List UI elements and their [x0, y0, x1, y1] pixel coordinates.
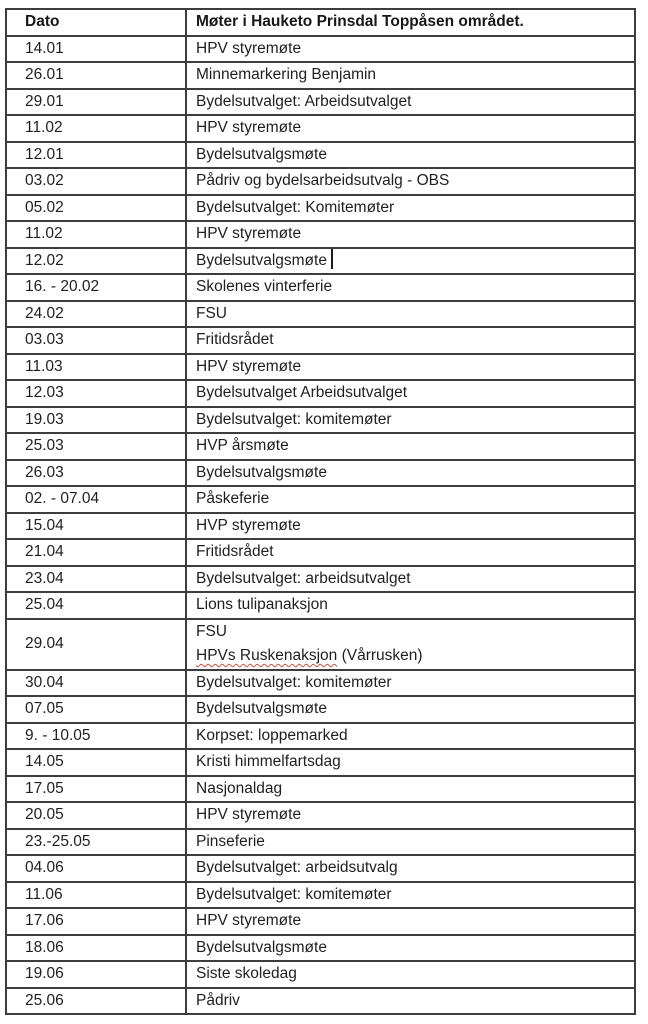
- table-row: [6, 539, 635, 566]
- table-row: [6, 142, 635, 169]
- event-cell[interactable]: [186, 486, 635, 513]
- event-cell[interactable]: [186, 723, 635, 750]
- date-cell[interactable]: 12.01: [6, 142, 186, 169]
- table-row: [6, 749, 635, 776]
- event-text: Pådriv og bydelsarbeidsutvalg - OBS: [196, 172, 450, 189]
- event-text-continued: (Vårrusken): [337, 647, 423, 664]
- header-moter[interactable]: Møter i Hauketo Prinsdal Toppåsen området.: [186, 9, 635, 36]
- event-cell[interactable]: [186, 908, 635, 935]
- header-dato[interactable]: Dato: [6, 9, 186, 36]
- event-cell[interactable]: [186, 36, 635, 63]
- date-cell[interactable]: 23.04: [6, 566, 186, 593]
- event-cell[interactable]: [186, 221, 635, 248]
- date-cell[interactable]: 03.03: [6, 327, 186, 354]
- date-cell[interactable]: 07.05: [6, 696, 186, 723]
- date-cell[interactable]: 03.02: [6, 168, 186, 195]
- event-cell[interactable]: [186, 935, 635, 962]
- event-cell[interactable]: [186, 619, 635, 670]
- table-row: [6, 354, 635, 381]
- date-cell[interactable]: 29.04: [6, 619, 186, 670]
- table-row: [6, 115, 635, 142]
- table-row: [6, 221, 635, 248]
- table-row: [6, 380, 635, 407]
- event-cell[interactable]: [186, 829, 635, 856]
- event-cell[interactable]: [186, 802, 635, 829]
- event-text: Bydelsutvalget: Komitemøter: [196, 198, 395, 216]
- event-text: Skolenes vinterferie: [196, 278, 333, 295]
- event-text: Bydelsutvalgsmøte: [196, 145, 327, 163]
- event-text: FSU: [196, 304, 227, 322]
- event-text: Fritidsrådet: [196, 543, 274, 560]
- event-cell[interactable]: [186, 460, 635, 487]
- date-cell[interactable]: 21.04: [6, 539, 186, 566]
- table-row: [6, 89, 635, 116]
- table-row: [6, 407, 635, 434]
- date-cell[interactable]: 12.02: [6, 248, 186, 275]
- event-cell[interactable]: [186, 776, 635, 803]
- date-cell[interactable]: 25.06: [6, 988, 186, 1015]
- event-text: Påskeferie: [196, 490, 270, 507]
- event-text: Bydelsutvalgsmøte: [196, 938, 327, 956]
- date-cell[interactable]: 19.03: [6, 407, 186, 434]
- event-cell[interactable]: [186, 433, 635, 460]
- date-cell[interactable]: 19.06: [6, 961, 186, 988]
- event-cell[interactable]: [186, 142, 635, 169]
- date-cell[interactable]: 29.01: [6, 89, 186, 116]
- event-text: HPV styremøte: [196, 225, 302, 242]
- event-cell[interactable]: [186, 89, 635, 116]
- date-cell[interactable]: 17.05: [6, 776, 186, 803]
- event-text: Kristi himmelfartsdag: [196, 753, 341, 770]
- event-text: Bydelsutvalget: komitemøter: [196, 885, 392, 903]
- event-cell[interactable]: [186, 168, 635, 195]
- date-cell[interactable]: 15.04: [6, 513, 186, 540]
- date-cell[interactable]: 30.04: [6, 670, 186, 697]
- misspelled-text: HPVs Ruskenaksjon: [196, 647, 338, 664]
- event-text: Bydelsutvalgsmøte: [196, 251, 327, 269]
- table-row: [6, 619, 635, 670]
- event-cell[interactable]: [186, 670, 635, 697]
- date-cell[interactable]: 25.04: [6, 592, 186, 619]
- table-row: [6, 513, 635, 540]
- event-text: Bydelsutvalget: komitemøter: [196, 410, 392, 428]
- event-cell[interactable]: [186, 513, 635, 540]
- date-cell[interactable]: 05.02: [6, 195, 186, 222]
- table-row: [6, 723, 635, 750]
- table-row: [6, 776, 635, 803]
- event-text: Bydelsutvalgsmøte: [196, 700, 327, 717]
- event-cell[interactable]: [186, 274, 635, 301]
- date-cell[interactable]: 11.06: [6, 882, 186, 909]
- date-cell[interactable]: 23.-25.05: [6, 829, 186, 856]
- table-row: [6, 62, 635, 89]
- table-row: [6, 248, 635, 275]
- table-row: [6, 36, 635, 63]
- table-row: [6, 882, 635, 909]
- event-text: HPV styremøte: [196, 806, 302, 823]
- table-row: [6, 592, 635, 619]
- table-row: [6, 274, 635, 301]
- event-text: Bydelsutvalget: Arbeidsutvalget: [196, 92, 412, 110]
- event-cell[interactable]: [186, 539, 635, 566]
- event-cell[interactable]: [186, 566, 635, 593]
- event-text: Korpset: loppemarked: [196, 726, 348, 744]
- event-text: Pinseferie: [196, 832, 265, 850]
- date-cell[interactable]: 25.03: [6, 433, 186, 460]
- event-cell[interactable]: [186, 62, 635, 89]
- text-cursor: [331, 249, 333, 269]
- meetings-table: [5, 8, 636, 1015]
- table-row: [6, 988, 635, 1015]
- table-row: [6, 908, 635, 935]
- event-text: Bydelsutvalget: komitemøter: [196, 673, 392, 691]
- table-row: [6, 327, 635, 354]
- event-text: FSU: [196, 622, 227, 640]
- event-text: Pådriv: [196, 991, 240, 1009]
- date-cell[interactable]: 26.01: [6, 62, 186, 89]
- table-row: [6, 855, 635, 882]
- table-row: [6, 486, 635, 513]
- date-cell[interactable]: 14.05: [6, 749, 186, 776]
- event-text: HVP styremøte: [196, 516, 301, 534]
- table-row: [6, 935, 635, 962]
- date-cell[interactable]: 9. - 10.05: [6, 723, 186, 750]
- event-text: Bydelsutvalget: arbeidsutvalg: [196, 859, 398, 876]
- event-cell[interactable]: [186, 380, 635, 407]
- table-row: [6, 566, 635, 593]
- table-row: [6, 802, 635, 829]
- event-text: HVP årsmøte: [196, 437, 289, 454]
- date-cell[interactable]: 24.02: [6, 301, 186, 328]
- event-text: Nasjonaldag: [196, 779, 283, 797]
- table-row: [6, 696, 635, 723]
- event-cell[interactable]: [186, 327, 635, 354]
- event-text: HPV styremøte: [196, 119, 302, 136]
- date-cell[interactable]: 12.03: [6, 380, 186, 407]
- event-cell[interactable]: [186, 354, 635, 381]
- table-row: [6, 460, 635, 487]
- date-cell[interactable]: 16. - 20.02: [6, 274, 186, 301]
- event-text: HPV styremøte: [196, 357, 302, 375]
- event-text: Siste skoledag: [196, 965, 297, 982]
- event-cell[interactable]: [186, 592, 635, 619]
- date-cell[interactable]: 20.05: [6, 802, 186, 829]
- event-text: Bydelsutvalget: arbeidsutvalget: [196, 569, 411, 587]
- table-row: [6, 670, 635, 697]
- event-cell[interactable]: [186, 961, 635, 988]
- event-text: Fritidsrådet: [196, 331, 274, 348]
- event-cell[interactable]: [186, 195, 635, 222]
- table-row: [6, 829, 635, 856]
- date-cell[interactable]: 02. - 07.04: [6, 486, 186, 513]
- table-row: [6, 195, 635, 222]
- event-text: Lions tulipanaksjon: [196, 596, 328, 613]
- table-row: [6, 301, 635, 328]
- event-cell[interactable]: [186, 749, 635, 776]
- date-cell[interactable]: 17.06: [6, 908, 186, 935]
- date-cell[interactable]: 18.06: [6, 935, 186, 962]
- event-cell[interactable]: [186, 855, 635, 882]
- date-cell[interactable]: 11.02: [6, 115, 186, 142]
- event-cell[interactable]: [186, 696, 635, 723]
- event-cell[interactable]: [186, 301, 635, 328]
- event-text: Bydelsutvalget Arbeidsutvalget: [196, 384, 408, 401]
- date-cell[interactable]: 04.06: [6, 855, 186, 882]
- event-text: HPV styremøte: [196, 39, 302, 57]
- event-cell[interactable]: [186, 407, 635, 434]
- table-row: [6, 168, 635, 195]
- table-header-row: [6, 9, 635, 36]
- event-cell[interactable]: [186, 988, 635, 1015]
- event-cell[interactable]: [186, 248, 635, 275]
- event-cell[interactable]: [186, 882, 635, 909]
- date-cell[interactable]: 11.03: [6, 354, 186, 381]
- table-row: [6, 433, 635, 460]
- date-cell[interactable]: 11.02: [6, 221, 186, 248]
- date-cell[interactable]: 14.01: [6, 36, 186, 63]
- event-text: Bydelsutvalgsmøte: [196, 463, 327, 481]
- event-cell[interactable]: [186, 115, 635, 142]
- event-text: HPV styremøte: [196, 912, 302, 929]
- date-cell[interactable]: 26.03: [6, 460, 186, 487]
- table-row: [6, 961, 635, 988]
- event-text: Minnemarkering Benjamin: [196, 66, 377, 83]
